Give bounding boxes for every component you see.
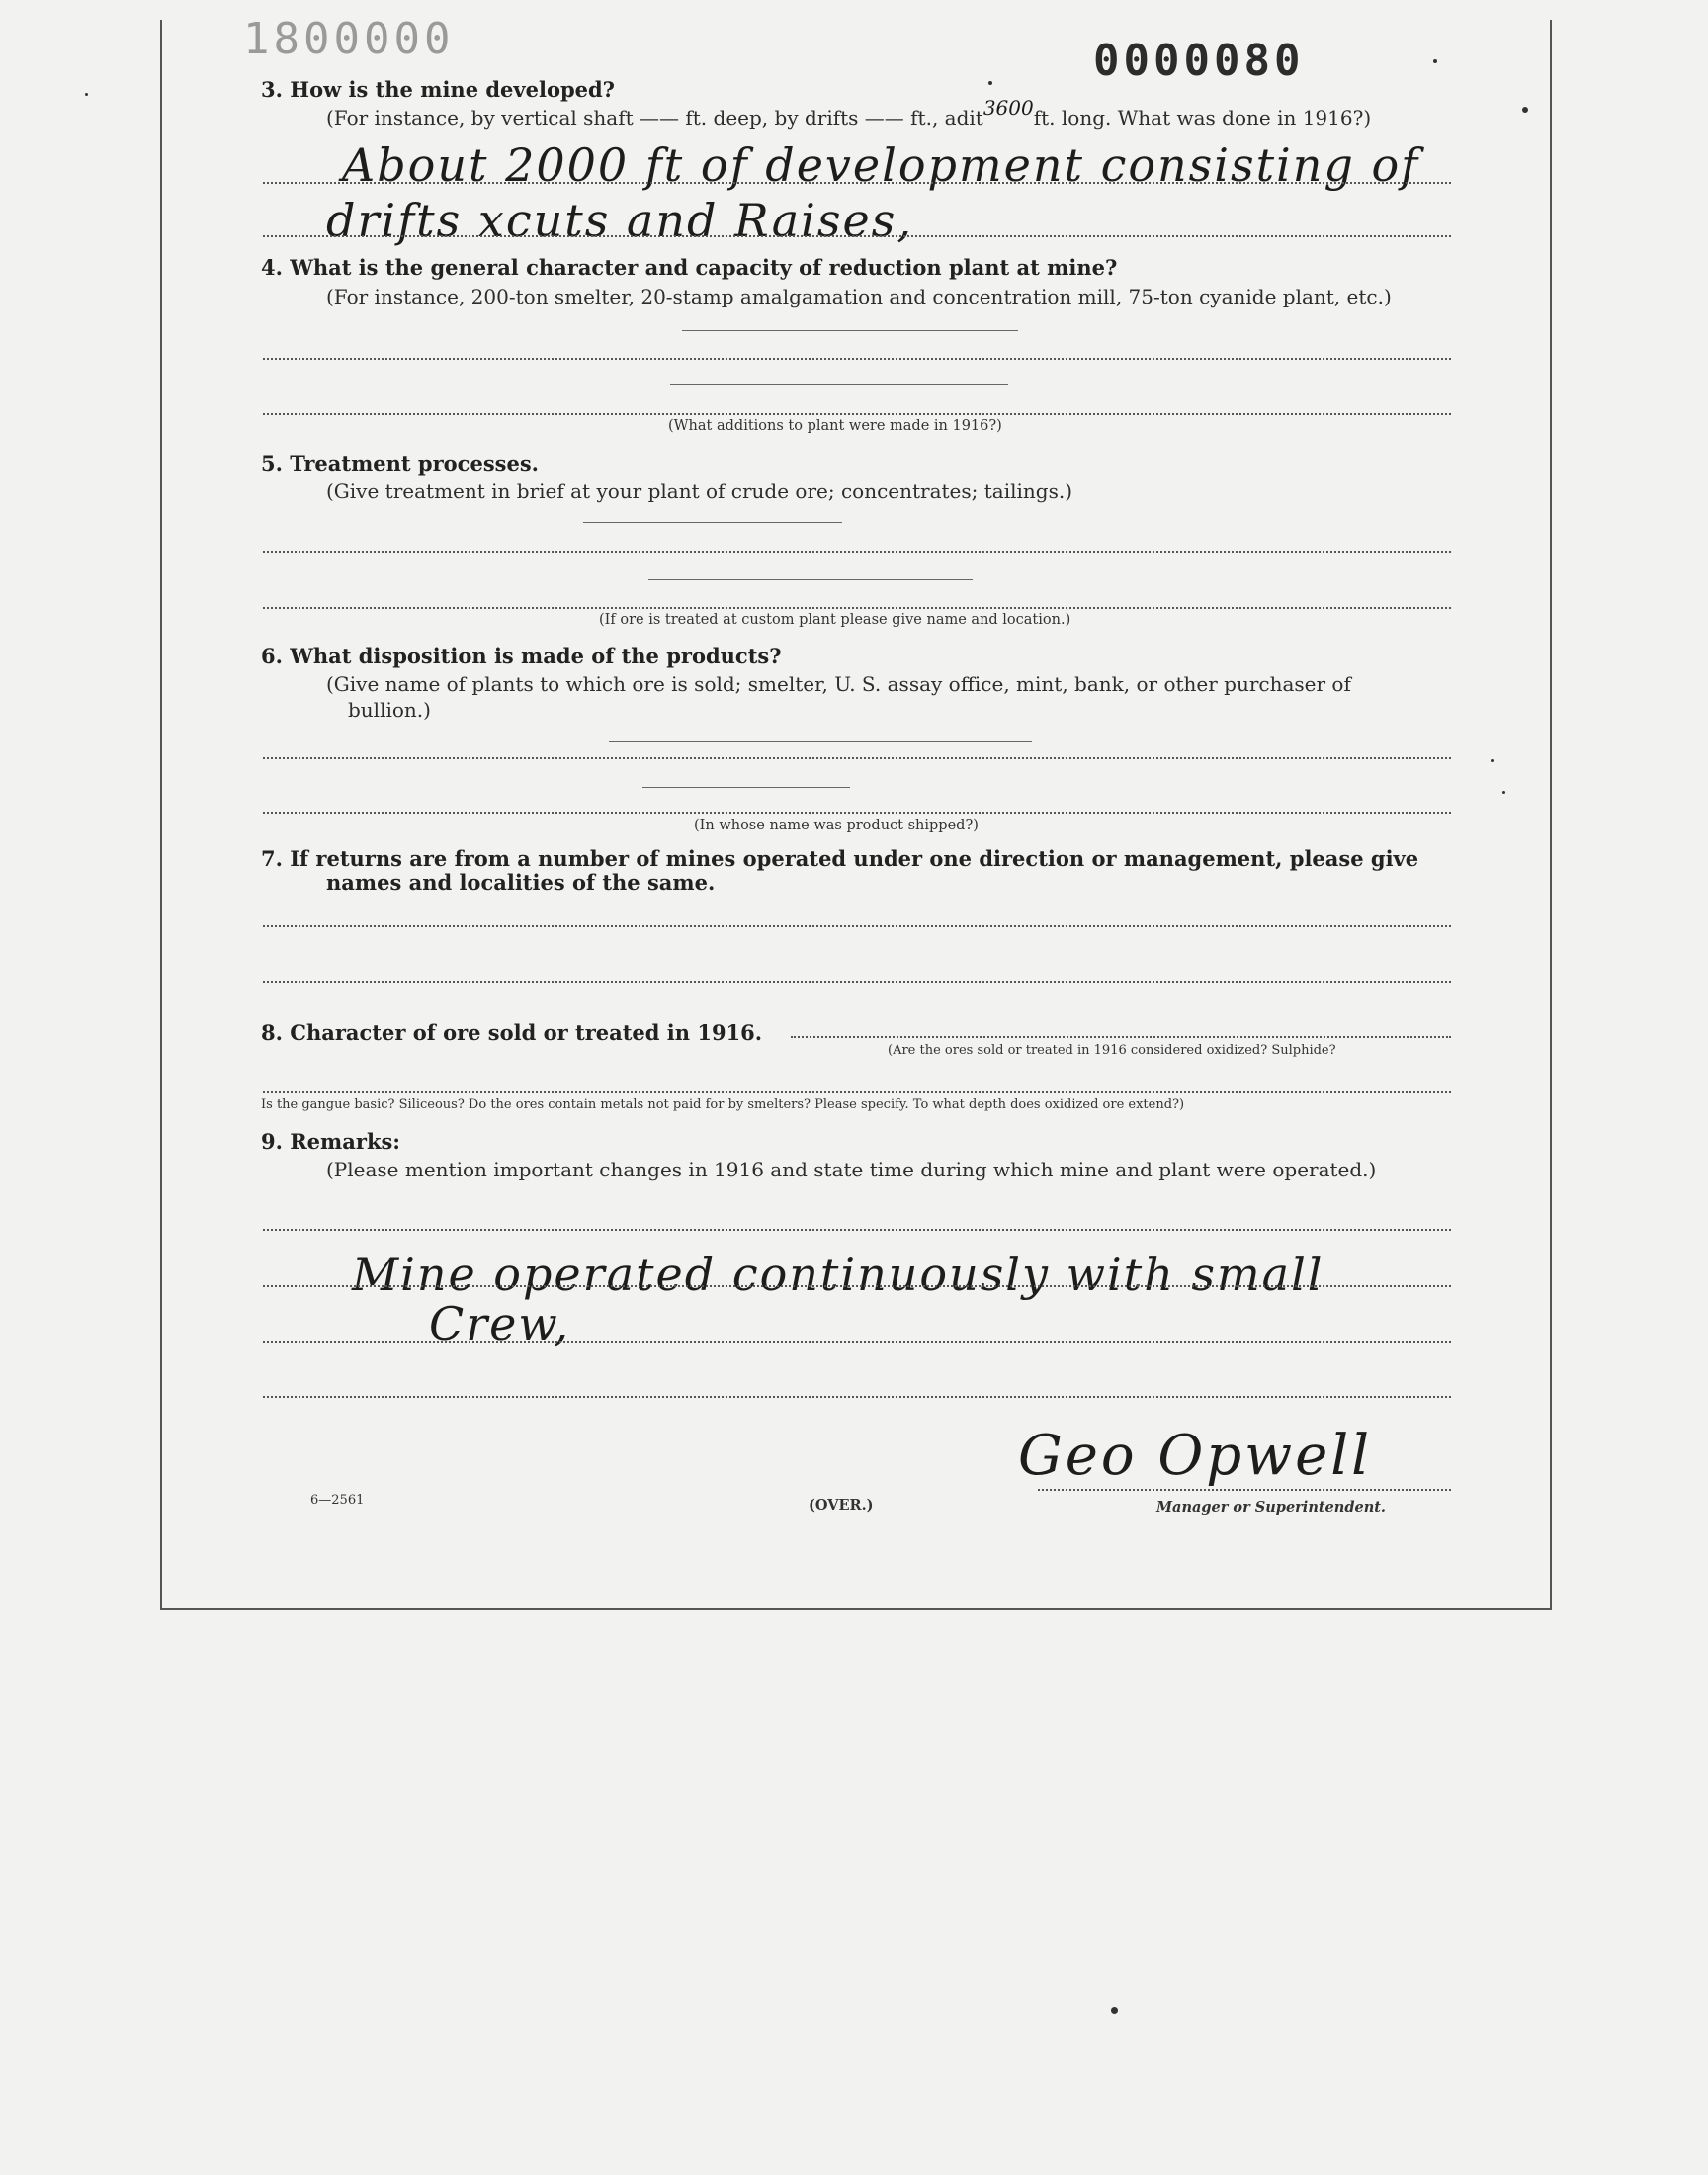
q3-instruction-text: (For instance, by vertical shaft —— ft. deep, by drifts —— ft., adit [326, 106, 983, 130]
scan-speck [1433, 59, 1437, 63]
q6-instruction-line1: (Give name of plants to which ore is sold; smelter, U. S. assay office, mint, bank, or other purchaser of [326, 672, 1351, 696]
q8-caption2: Is the gangue basic? Siliceous? Do the ores contain metals not paid for by smelters? Please specify. To what depth does oxidized ore extend?) [261, 1097, 1185, 1112]
answer-line [263, 1341, 1451, 1343]
pen-stroke [609, 741, 1032, 742]
q3-answer-line1: About 2000 ft of development consisting of [342, 138, 1420, 192]
scan-speck [1502, 791, 1505, 794]
scan-speck [1111, 2007, 1118, 2014]
faded-stamp-number: 1800000 [243, 14, 455, 64]
q5-caption: (If ore is treated at custom plant please give name and location.) [599, 612, 1071, 628]
over-note: (OVER.) [809, 1497, 874, 1514]
q4-instruction: (For instance, 200-ton smelter, 20-stamp amalgamation and concentration mill, 75-ton cyanide plant, etc.) [326, 285, 1392, 308]
pen-stroke [642, 787, 850, 788]
q6-caption: (In whose name was product shipped?) [694, 818, 979, 833]
answer-line [263, 1091, 1451, 1093]
scan-speck [1491, 759, 1494, 762]
q6-heading: 6. What disposition is made of the products? [261, 644, 782, 668]
q3-instruction-end: ft. long. What was done in 1916?) [1033, 106, 1372, 130]
q7-heading-line2: names and localities of the same. [326, 870, 716, 895]
answer-line [263, 812, 1451, 814]
document-number-stamp: 0000080 [1093, 36, 1305, 86]
q9-answer-line1: Mine operated continuously with small [352, 1248, 1324, 1301]
q8-caption1: (Are the ores sold or treated in 1916 considered oxidized? Sulphide? [888, 1043, 1336, 1058]
scan-speck [85, 93, 88, 96]
answer-line [263, 358, 1451, 360]
answer-line [263, 182, 1451, 184]
pen-stroke [682, 330, 1018, 331]
pen-stroke [648, 579, 973, 580]
form-number: 6—2561 [310, 1493, 365, 1508]
answer-line [263, 757, 1451, 759]
q8-heading: 8. Character of ore sold or treated in 1916. [261, 1020, 763, 1045]
q3-instruction [326, 96, 1372, 130]
q3-adit-value: 3600 [982, 96, 1034, 120]
q7-heading-line1: 7. If returns are from a number of mines operated under one direction or management, please give [261, 846, 1419, 871]
answer-line [263, 1396, 1451, 1398]
signature: Geo Opwell [1018, 1424, 1373, 1488]
answer-line [263, 1285, 1451, 1287]
answer-line [791, 1036, 1451, 1038]
signature-line [1038, 1489, 1451, 1491]
q9-instruction: (Please mention important changes in 1916 and state time during which mine and plant were operated.) [326, 1158, 1377, 1181]
q4-heading: 4. What is the general character and capacity of reduction plant at mine? [261, 255, 1118, 280]
answer-line [263, 235, 1451, 237]
q5-heading: 5. Treatment processes. [261, 451, 539, 476]
answer-line [263, 551, 1451, 553]
q4-caption: (What additions to plant were made in 1916?) [668, 418, 1002, 434]
answer-line [263, 413, 1451, 415]
answer-line [263, 925, 1451, 927]
answer-line [263, 607, 1451, 609]
answer-line [263, 981, 1451, 983]
pen-stroke [670, 384, 1008, 385]
q3-heading: 3. How is the mine developed? [261, 77, 615, 102]
answer-line [263, 1229, 1451, 1231]
q6-instruction-line2: bullion.) [348, 698, 431, 722]
scan-speck [1522, 107, 1528, 113]
q3-answer-line2: drifts xcuts and Raises, [326, 194, 913, 247]
signature-title: Manager or Superintendent. [1156, 1499, 1386, 1516]
q9-heading: 9. Remarks: [261, 1129, 401, 1154]
q9-answer-line2: Crew, [429, 1297, 570, 1350]
pen-stroke [583, 522, 842, 523]
scan-speck [988, 81, 992, 85]
q5-instruction: (Give treatment in brief at your plant of crude ore; concentrates; tailings.) [326, 479, 1073, 503]
